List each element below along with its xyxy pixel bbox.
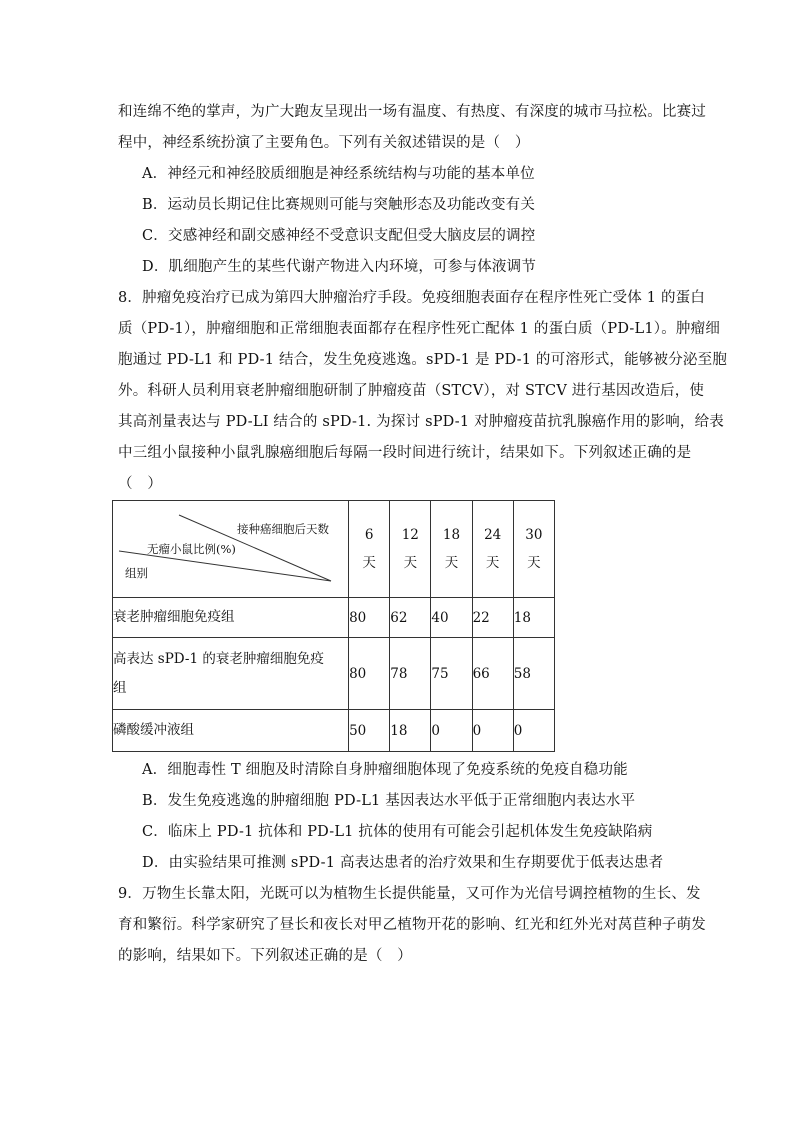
day-unit: 天 bbox=[403, 555, 418, 571]
day-6-header bbox=[349, 501, 390, 598]
day-unit: 天 bbox=[444, 555, 459, 571]
day-number: 6 bbox=[364, 527, 374, 543]
value-cell: 0 bbox=[431, 710, 472, 752]
value-cell: 58 bbox=[513, 638, 554, 710]
q8-data-table bbox=[112, 500, 555, 752]
table-row bbox=[113, 710, 555, 752]
value-cell: 0 bbox=[513, 710, 554, 752]
q9-stem-line-1: 9．万物生长靠太阳，光既可以为植物生长提供能量，又可作为光信号调控植物的生长、发 bbox=[118, 886, 701, 902]
q8-option-c[interactable]: C．临床上 PD-1 抗体和 PD-L1 抗体的使用有可能会引起机体发生免疫缺陷病 bbox=[142, 824, 653, 840]
value-cell: 78 bbox=[390, 638, 431, 710]
table-row bbox=[113, 598, 555, 638]
header-days-label: 接种癌细胞后天数 bbox=[237, 522, 329, 536]
day-unit: 天 bbox=[527, 555, 541, 571]
q7-option-b[interactable]: B．运动员长期记住比赛规则可能与突触形态及功能改变有关 bbox=[142, 197, 536, 213]
q8-option-a[interactable]: A．细胞毒性 T 细胞及时清除自身肿瘤细胞体现了免疫系统的免疫自稳功能 bbox=[142, 762, 628, 778]
value-cell: 75 bbox=[431, 638, 472, 710]
table-header-row bbox=[113, 501, 555, 598]
day-number: 30 bbox=[525, 527, 543, 543]
q7-stem-line-1: 和连绵不绝的掌声，为广大跑友呈现出一场有温度、有热度、有深度的城市马拉松。比赛过 bbox=[118, 104, 706, 120]
q7-option-a[interactable]: A．神经元和神经胶质细胞是神经系统结构与功能的基本单位 bbox=[142, 166, 535, 182]
q8-stem-line-5: 其高剂量表达与 PD-LI 结合的 sPD-1. 为探讨 sPD-1 对肿瘤疫苗抗乳腺癌作用的影响，给表 bbox=[118, 414, 725, 430]
value-cell: 66 bbox=[472, 638, 513, 710]
q8-stem-line-6: 中三组小鼠接种小鼠乳腺癌细胞后每隔一段时间进行统计，结果如下。下列叙述正确的是 bbox=[118, 445, 692, 461]
value-cell: 18 bbox=[390, 710, 431, 752]
table-row bbox=[113, 638, 555, 710]
q8-stem-line-4: 外。科研人员利用衰老肿瘤细胞研制了肿瘤疫苗（STCV），对 STCV 进行基因改造后，使 bbox=[118, 383, 705, 399]
day-30-header bbox=[513, 501, 554, 598]
q8-stem-line-3: 胞通过 PD-L1 和 PD-1 结合，发生免疫逃逸。sPD-1 是 PD-1 的可溶形式，能够被分泌至胞 bbox=[118, 352, 728, 368]
value-cell: 62 bbox=[390, 598, 431, 638]
q8-option-b[interactable]: B．发生免疫逃逸的肿瘤细胞 PD-L1 基因表达水平低于正常细胞内表达水平 bbox=[142, 793, 636, 809]
day-unit: 天 bbox=[485, 555, 500, 571]
q9-stem-line-3: 的影响，结果如下。下列叙述正确的是（ ） bbox=[118, 948, 412, 964]
q8-answer-blank: （ ） bbox=[118, 476, 163, 492]
value-cell: 0 bbox=[472, 710, 513, 752]
value-cell: 18 bbox=[513, 598, 554, 638]
day-24-header bbox=[472, 501, 513, 598]
group-cell: 衰老肿瘤细胞免疫组 bbox=[113, 598, 349, 638]
q8-stem-line-2: 质（PD-1），肿瘤细胞和正常细胞表面都存在程序性死亡配体 1 的蛋白质（PD-L1）。肿瘤细 bbox=[118, 321, 721, 337]
group-cell-line-2: 组 bbox=[113, 679, 127, 696]
header-ratio-label: 无瘤小鼠比例(%) bbox=[147, 542, 236, 556]
day-number: 18 bbox=[442, 527, 461, 543]
day-18-header bbox=[431, 501, 472, 598]
value-cell: 50 bbox=[349, 710, 390, 752]
day-unit: 天 bbox=[362, 555, 376, 571]
q7-option-c[interactable]: C．交感神经和副交感神经不受意识支配但受大脑皮层的调控 bbox=[142, 228, 536, 244]
diagonal-header-cell bbox=[113, 501, 349, 598]
group-cell: 磷酸缓冲液组 bbox=[113, 710, 349, 752]
value-cell: 80 bbox=[349, 638, 390, 710]
group-cell bbox=[113, 638, 349, 710]
q9-stem-line-2: 育和繁衍。科学家研究了昼长和夜长对甲乙植物开花的影响、红光和红外光对莴苣种子萌发 bbox=[118, 917, 706, 933]
header-group-label: 组别 bbox=[125, 566, 148, 580]
value-cell: 22 bbox=[472, 598, 513, 638]
value-cell: 40 bbox=[431, 598, 472, 638]
value-cell: 80 bbox=[349, 598, 390, 638]
day-number: 12 bbox=[401, 527, 419, 543]
q8-stem-line-1: 8．肿瘤免疫治疗已成为第四大肿瘤治疗手段。免疫细胞表面存在程序性死亡受体 1 的蛋白 bbox=[118, 290, 706, 306]
day-number: 24 bbox=[484, 527, 502, 543]
q7-option-d[interactable]: D．肌细胞产生的某些代谢产物进入内环境，可参与体液调节 bbox=[142, 259, 537, 275]
q7-stem-line-2: 程中，神经系统扮演了主要角色。下列有关叙述错误的是（ ） bbox=[118, 135, 530, 151]
group-cell-line-1: 高表达 sPD-1 的衰老肿瘤细胞免疫 bbox=[113, 650, 324, 667]
q8-option-d[interactable]: D．由实验结果可推测 sPD-1 高表达患者的治疗效果和生存期要优于低表达患者 bbox=[142, 855, 664, 871]
day-12-header bbox=[390, 501, 431, 598]
